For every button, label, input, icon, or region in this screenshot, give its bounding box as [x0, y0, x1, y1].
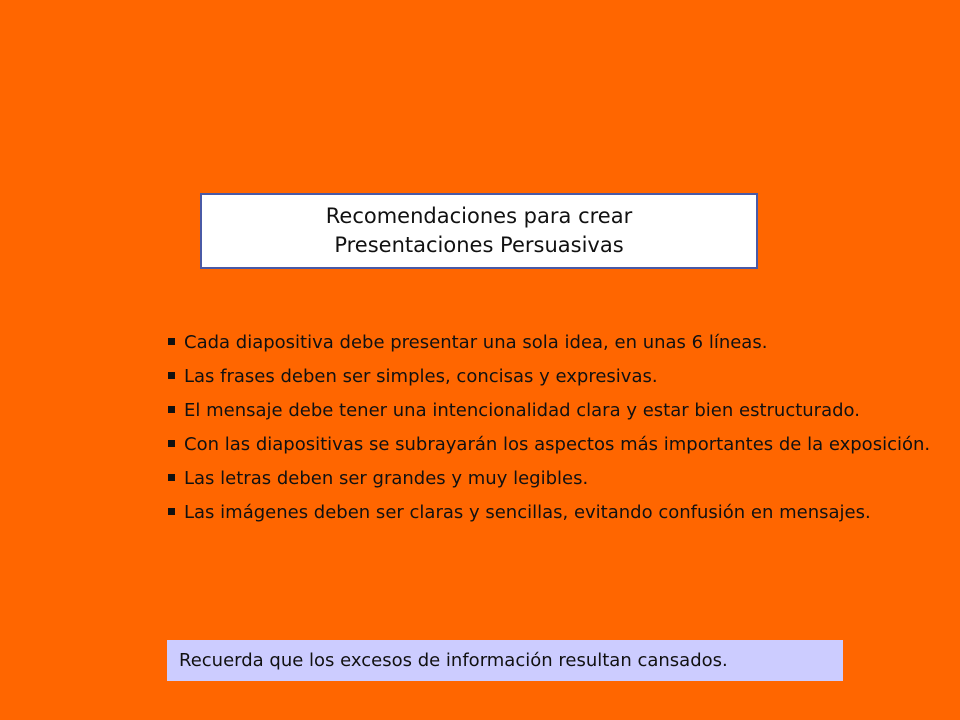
reminder-note-text: Recuerda que los excesos de información resultan cansados. [179, 650, 728, 671]
list-item [163, 394, 948, 428]
list-item [163, 496, 948, 530]
list-item [163, 462, 948, 496]
slide-title-line-2: Presentaciones Persuasivas [334, 233, 624, 257]
list-item [163, 360, 948, 394]
square-bullet-icon [168, 372, 175, 379]
list-item-text: Las letras deben ser grandes y muy legibles. [184, 468, 589, 489]
slide-title-line-1: Recomendaciones para crear [325, 204, 633, 228]
square-bullet-icon [168, 406, 175, 413]
recommendations-list [163, 326, 948, 530]
square-bullet-icon [168, 440, 175, 447]
list-item-text: El mensaje debe tener una intencionalidad clara y estar bien estructurado. [184, 400, 860, 421]
list-item-text: Con las diapositivas se subrayarán los aspectos más importantes de la exposición. [184, 434, 931, 455]
reminder-note-box [167, 640, 843, 681]
list-item [163, 326, 948, 360]
square-bullet-icon [168, 474, 175, 481]
square-bullet-icon [168, 508, 175, 515]
list-item-text: Las frases deben ser simples, concisas y expresivas. [184, 366, 658, 387]
list-item-text: Cada diapositiva debe presentar una sola idea, en unas 6 líneas. [184, 332, 768, 353]
list-item-text: Las imágenes deben ser claras y sencillas, evitando confusión en mensajes. [184, 502, 871, 523]
slide-title-box [200, 193, 758, 269]
list-item [163, 428, 948, 462]
square-bullet-icon [168, 338, 175, 345]
